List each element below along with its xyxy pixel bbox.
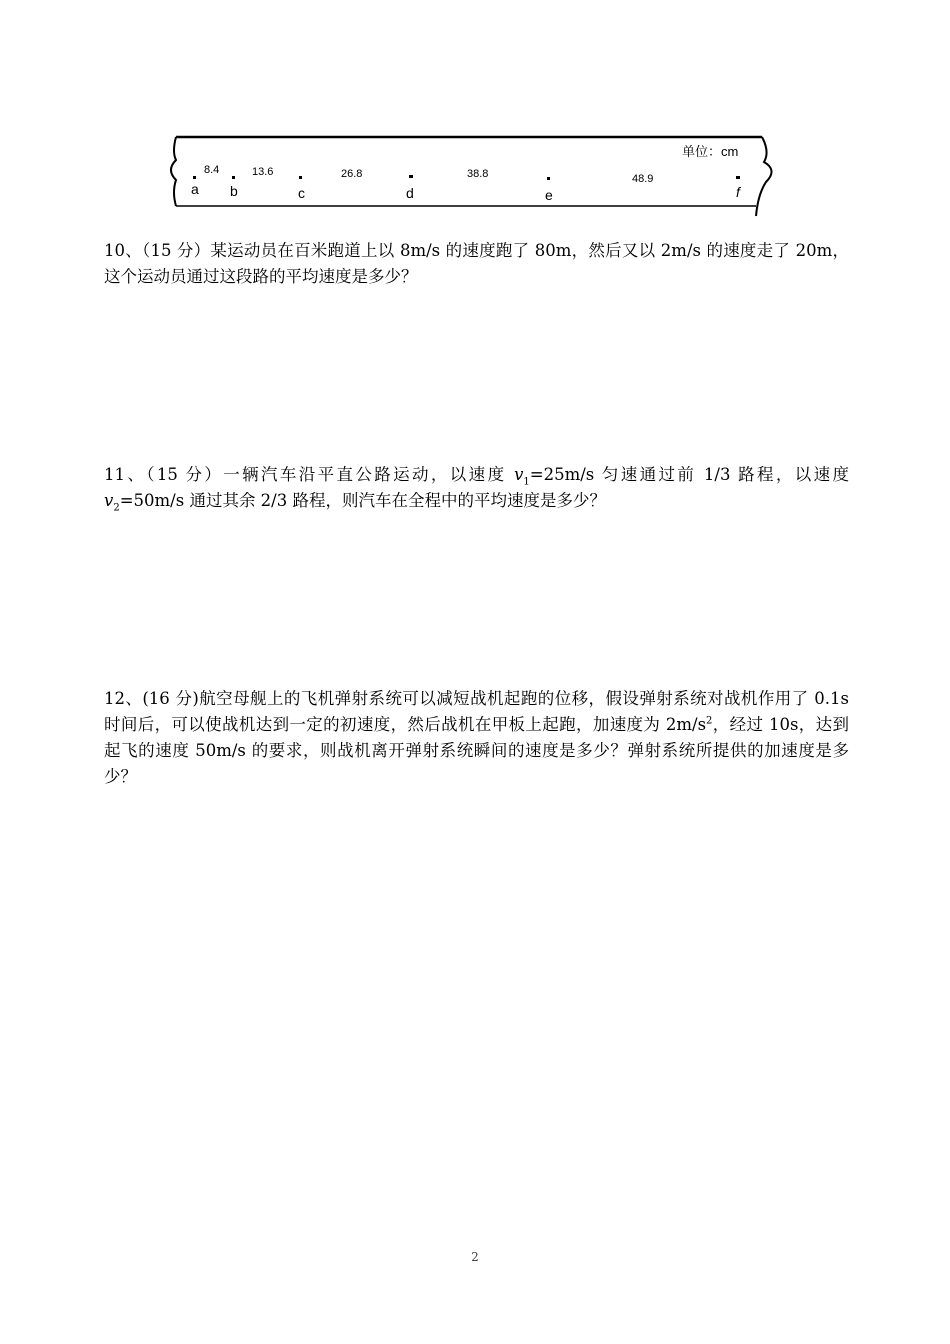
question-11-prefix: 11、（15 分）一辆汽车沿平直公路运动，以速度 <box>104 465 515 484</box>
question-10 <box>104 238 849 290</box>
question-12 <box>104 686 849 790</box>
segment-value: 13.6 <box>252 166 274 178</box>
v2-subscript: 2 <box>113 502 120 514</box>
segment-value: 38.8 <box>467 168 489 180</box>
question-11-mid: =25m/s 匀速通过前 1/3 路程，以速度 <box>529 465 849 484</box>
segment-value: 26.8 <box>341 168 363 180</box>
question-12-suffix: ，经过 10s，达到起飞的速度 50m/s 的要求，则战机离开弹射系统瞬间的速度是多少？弹射系统所提供的加速度是多少？ <box>104 715 849 786</box>
page-number: 2 <box>471 1250 479 1264</box>
tape-right-torn-edge <box>756 137 772 216</box>
unit-label: 单位：cm <box>682 144 739 159</box>
question-11 <box>104 462 849 514</box>
question-11-suffix: =50m/s 通过其余 2/3 路程，则汽车在全程中的平均速度是多少？ <box>119 491 606 510</box>
tape-left-torn-edge <box>171 137 176 206</box>
tape-dot <box>736 176 740 179</box>
question-12-prefix: 12、(16 分)航空母舰上的飞机弹射系统可以减短战机起跑的位移，假设弹射系统对战机作用了 0.1s 时间后，可以使战机达到一定的初速度，然后战机在甲板上起跑，加速度为 2m/s <box>104 689 849 734</box>
segment-value: 8.4 <box>204 164 220 176</box>
tape-dot <box>299 176 302 179</box>
tape-dot <box>409 175 413 178</box>
point-label: e <box>545 187 553 203</box>
v2-symbol: v <box>104 491 114 510</box>
v1-symbol: v <box>514 465 524 484</box>
tape-dot <box>547 177 550 180</box>
paper-tape-figure <box>162 130 782 220</box>
point-label: d <box>406 185 414 201</box>
point-label: c <box>298 185 305 201</box>
paper-tape-diagram <box>162 130 782 220</box>
v1-subscript: 1 <box>523 476 530 488</box>
point-label: f <box>736 184 740 200</box>
point-label: a <box>191 181 199 197</box>
segment-value: 48.9 <box>632 173 654 185</box>
tape-dot <box>232 176 235 179</box>
point-label: b <box>230 183 238 199</box>
tape-dot <box>193 176 196 179</box>
question-10-text: 10、（15 分）某运动员在百米跑道上以 8m/s 的速度跑了 80m，然后又以 2m/s 的速度走了 20m，这个运动员通过这段路的平均速度是多少？ <box>104 241 849 286</box>
acceleration-unit-superscript: 2 <box>706 715 713 727</box>
